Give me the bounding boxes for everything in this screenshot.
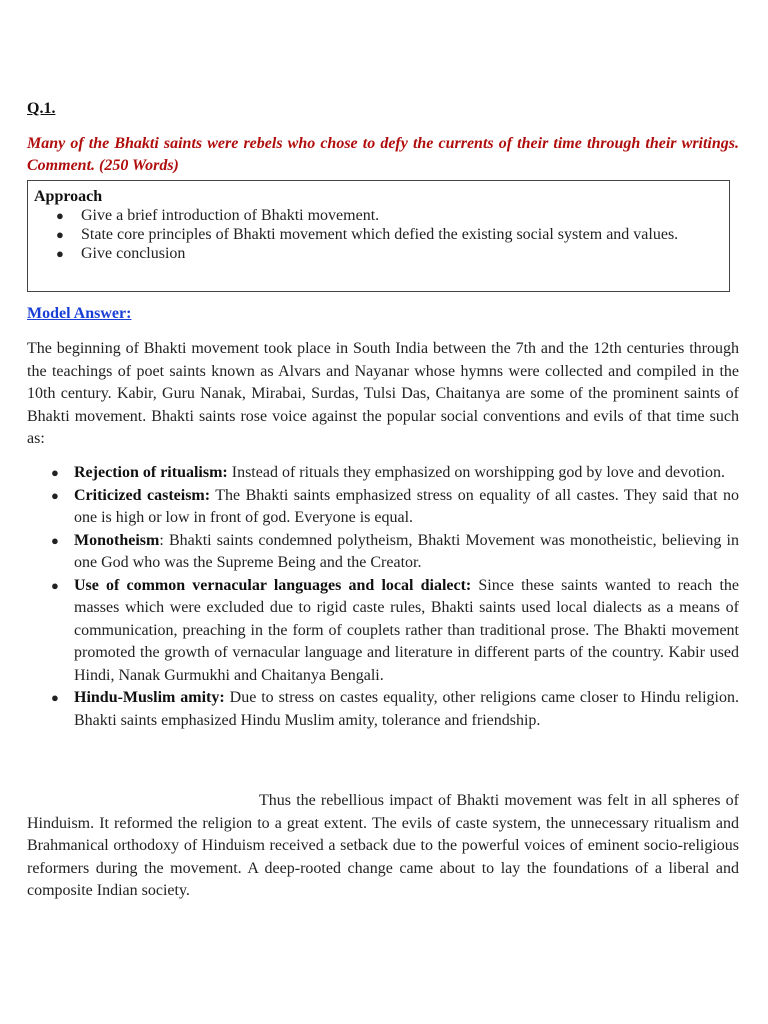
point-text: Since these saints wanted to reach the masses which were excluded due to rigid caste rules, Bhakti saints used local dialects as a means of communication, preaching in the form of couplets rather than traditional prose. The Bhakti movement promoted the growth of vernacular language and literature in different parts of the country. Kabir used Hindi, Nanak Gurmukhi and Chaitanya Bengali. bbox=[74, 576, 739, 684]
question-number: Q.1. bbox=[27, 100, 56, 117]
point-item bbox=[27, 575, 739, 688]
point-text: Instead of rituals they emphasized on worshipping god by love and devotion. bbox=[227, 464, 725, 481]
point-text: Due to stress on castes equality, other religions came closer to Hindu religion. Bhakti saints emphasized Hindu Muslim amity, tolerance and friendship. bbox=[74, 689, 740, 729]
point-term: Criticized casteism: bbox=[74, 486, 211, 504]
approach-item: ● Give a brief introduction of Bhakti movement. bbox=[56, 206, 725, 225]
approach-box bbox=[27, 180, 730, 292]
approach-title: Approach bbox=[34, 188, 103, 205]
approach-item: ● Give conclusion bbox=[56, 244, 725, 263]
intro-paragraph: The beginning of Bhakti movement took place in South India between the 7th and the 12th centuries through the teachings of poet saints known as Alvars and Nayanar whose hymns were collected and compiled in the 10th century. Kabir, Guru Nanak, Mirabai, Surdas, Tulsi Das, Chaitanya are some of the prominent saints of Bhakti movement. Bhakti saints rose voice against the popular social conventions and evils of that time such as: bbox=[27, 340, 739, 447]
model-answer-link[interactable]: Model Answer: bbox=[27, 305, 132, 322]
approach-list bbox=[34, 206, 725, 263]
point-term: Rejection of ritualism: bbox=[74, 464, 228, 481]
approach-item: ● State core principles of Bhakti movement which defied the existing social system and values. bbox=[56, 225, 725, 244]
point-item bbox=[27, 462, 739, 485]
question-text: Many of the Bhakti saints were rebels who chose to defy the currents of their time through their writings. Comment. (250 Words) bbox=[27, 135, 739, 174]
point-text: : Bhakti saints condemned polytheism, Bhakti Movement was monotheistic, believing in one God who was the Supreme Being and the Creator. bbox=[74, 531, 739, 571]
point-term: Use of common vernacular languages and local dialect: bbox=[74, 576, 472, 594]
point-item bbox=[27, 485, 739, 530]
point-text: The Bhakti saints emphasized stress on equality of all castes. They said that no one is high or low in front of god. Everyone is equal. bbox=[74, 486, 740, 526]
point-item bbox=[27, 530, 739, 575]
point-term: Hindu-Muslim amity: bbox=[74, 689, 225, 706]
conclusion-paragraph: Thus the rebellious impact of Bhakti movement was felt in all spheres of Hinduism. It reformed the religion to a great extent. The evils of caste system, the unnecessary ritualism and Brahmanical orthodoxy of Hinduism received a setback due to the powerful voices of eminent socio-religious reformers during the movement. A deep-rooted change came about to lay the foundations of a liberal and composite Indian society. bbox=[27, 792, 739, 899]
points-list bbox=[27, 462, 739, 732]
point-term: Monotheism bbox=[74, 531, 160, 549]
point-item bbox=[27, 687, 739, 732]
